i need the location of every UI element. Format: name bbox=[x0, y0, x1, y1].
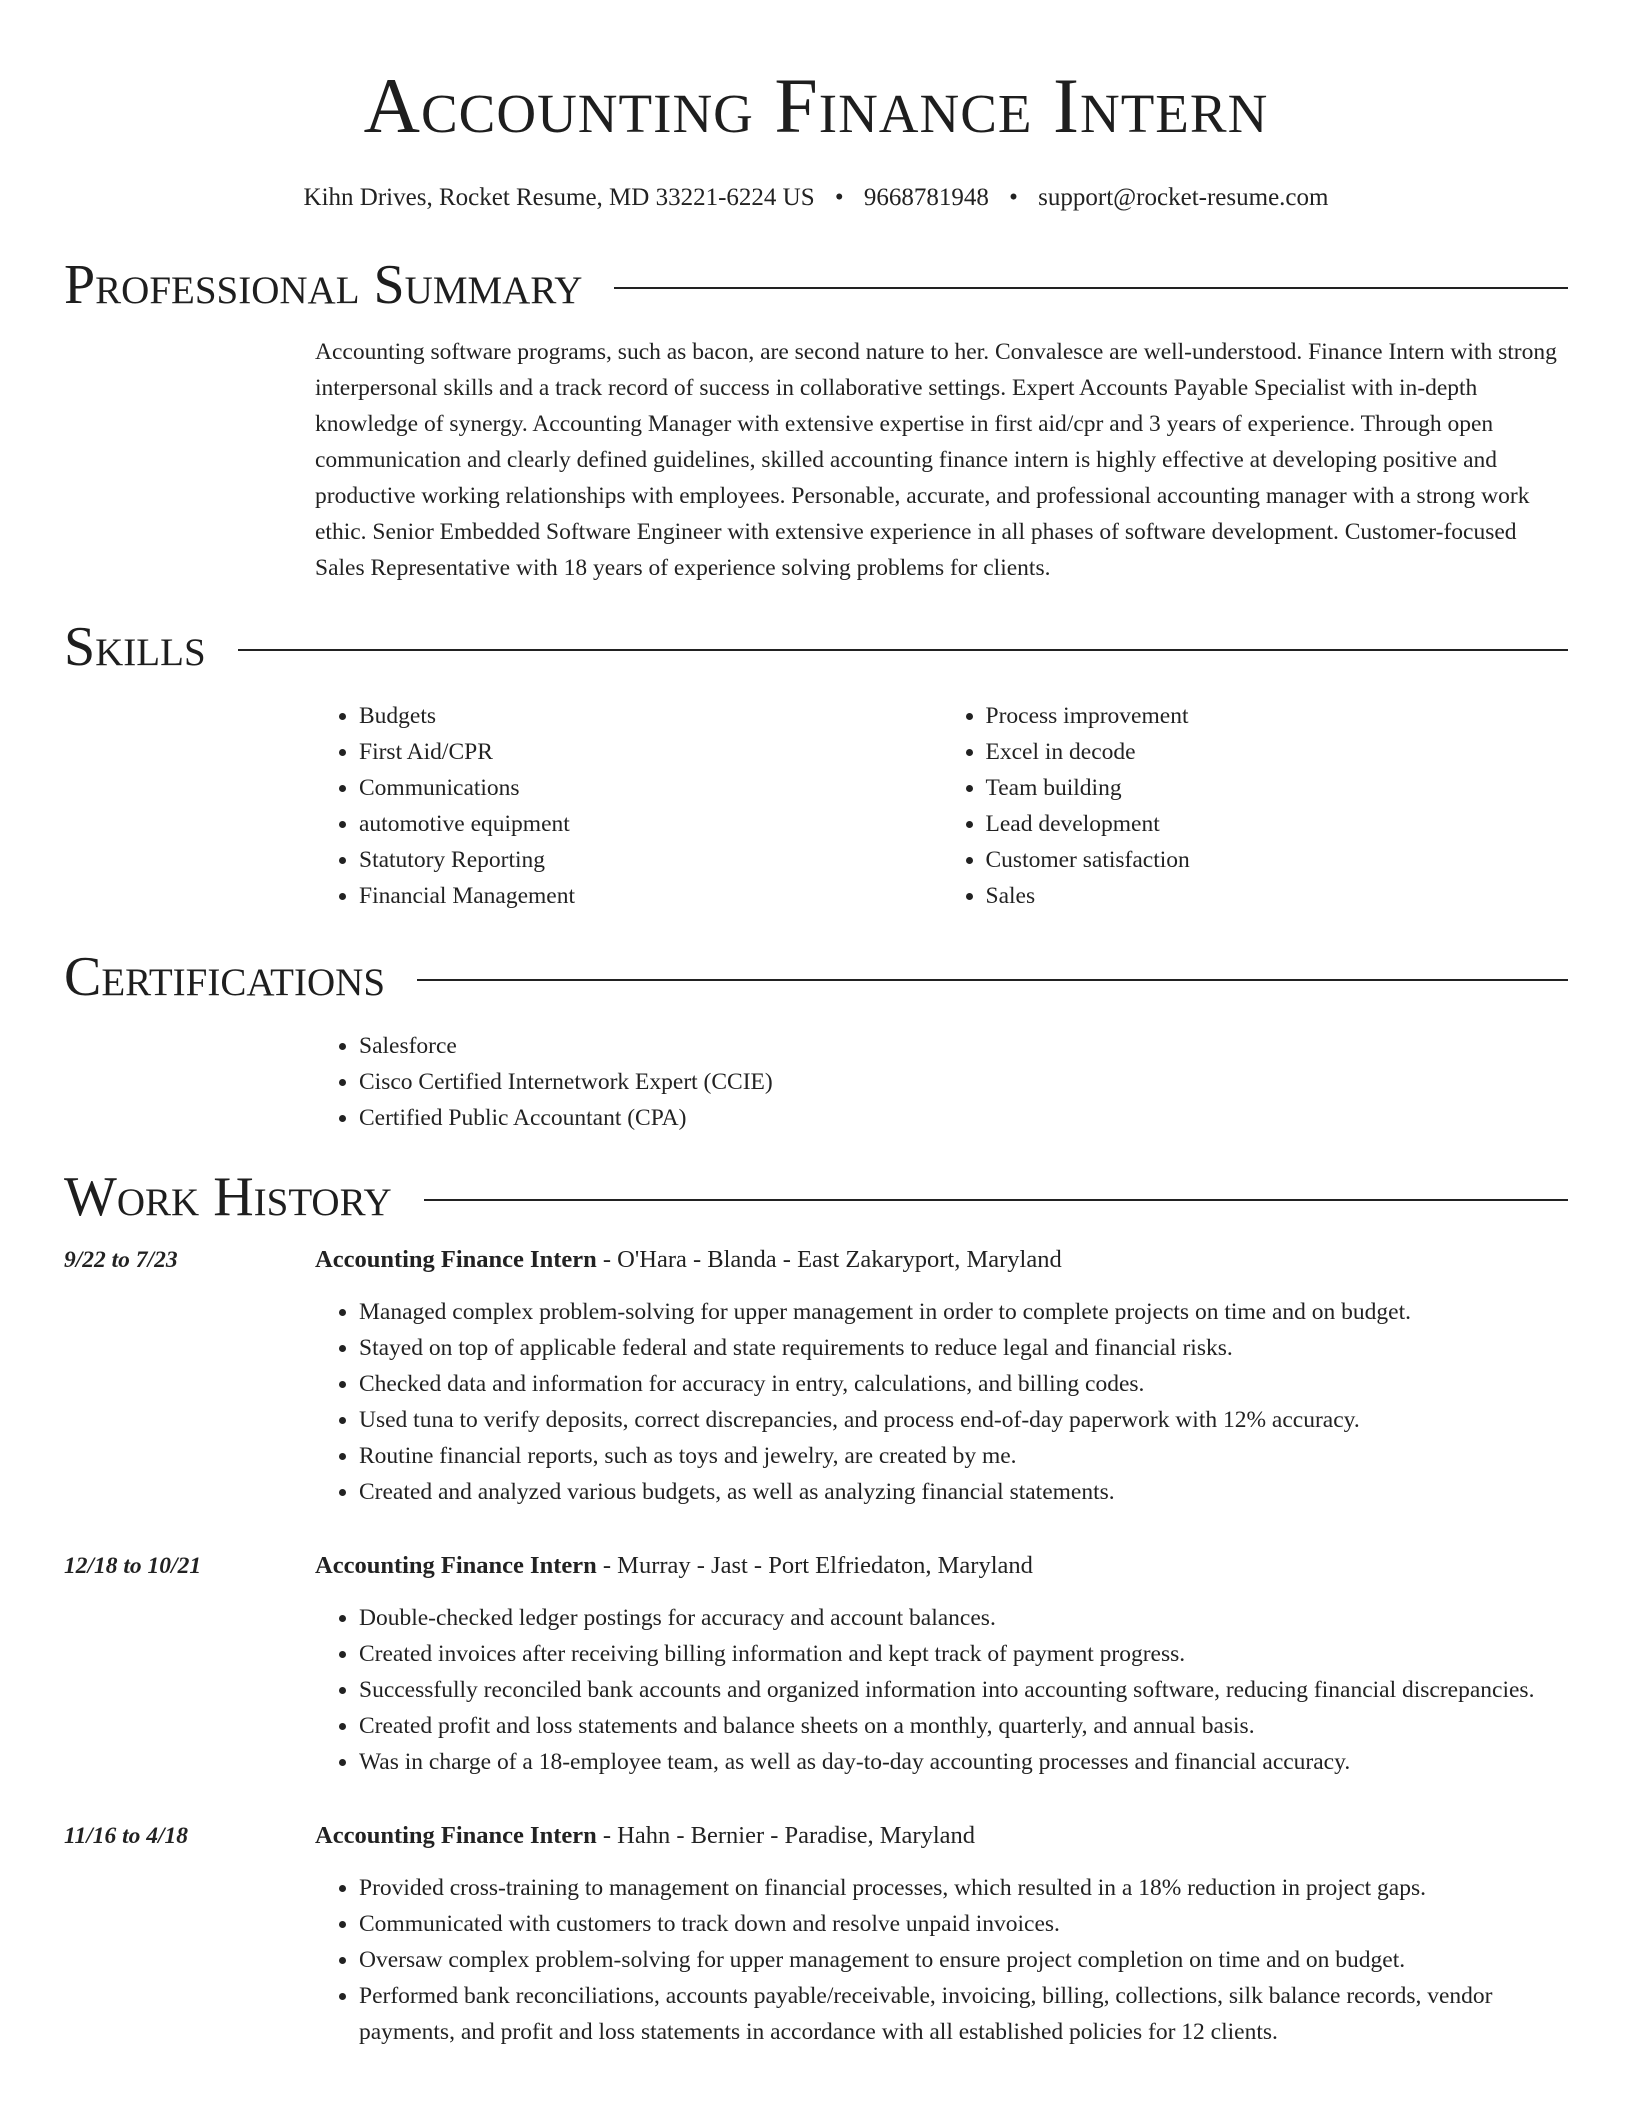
skill-item: • Excel in decode bbox=[986, 734, 1569, 770]
work-bullet: • Created invoices after receiving billing information and kept track of payment progress. bbox=[359, 1636, 1568, 1672]
section-divider bbox=[417, 979, 1568, 981]
resume-page bbox=[64, 0, 1568, 2050]
skill-item: • Lead development bbox=[986, 806, 1569, 842]
skill-item: • Sales bbox=[986, 878, 1569, 914]
skill-item: • Customer satisfaction bbox=[986, 842, 1569, 878]
certifications-section-header bbox=[64, 942, 1568, 1012]
work-entry bbox=[64, 1818, 1568, 2050]
work-bullet: • Double-checked ledger postings for accuracy and account balances. bbox=[359, 1600, 1568, 1636]
certifications-list bbox=[315, 1028, 1568, 1136]
work-dates: 12/18 to 10/21 bbox=[64, 1553, 202, 1579]
work-bullet: • Was in charge of a 18-employee team, as well as day-to-day accounting processes and financial accuracy. bbox=[359, 1744, 1568, 1780]
skill-item: • Process improvement bbox=[986, 698, 1569, 734]
skill-item: • Financial Management bbox=[359, 878, 942, 914]
work-dates: 11/16 to 4/18 bbox=[64, 1823, 189, 1849]
contact-phone: 9668781948 bbox=[863, 184, 989, 211]
work-bullet: • Performed bank reconciliations, accounts payable/receivable, invoicing, billing, collections, silk balance records, vendor payments, and profit and loss statements in accordance with all established policies for 12 clients. bbox=[359, 1978, 1568, 2050]
contact-separator: • bbox=[834, 184, 844, 211]
skill-item: • automotive equipment bbox=[359, 806, 942, 842]
work-entry bbox=[64, 1242, 1568, 1510]
work-bullet: • Created profit and loss statements and balance sheets on a monthly, quarterly, and annual basis. bbox=[359, 1708, 1568, 1744]
section-divider bbox=[238, 649, 1568, 651]
work-bullet: • Communicated with customers to track down and resolve unpaid invoices. bbox=[359, 1906, 1568, 1942]
work-bullet: • Routine financial reports, such as toys and jewelry, are created by me. bbox=[359, 1438, 1568, 1474]
work-bullet: • Managed complex problem-solving for upper management in order to complete projects on time and on budget. bbox=[359, 1294, 1568, 1330]
section-divider bbox=[424, 1199, 1568, 1201]
contact-separator: • bbox=[1009, 184, 1018, 211]
work-bullet: • Used tuna to verify deposits, correct discrepancies, and process end-of-day paperwork with 12% accuracy. bbox=[359, 1402, 1568, 1438]
work-bullet: • Created and analyzed various budgets, as well as analyzing financial statements. bbox=[359, 1474, 1568, 1510]
skill-item: • Team building bbox=[986, 770, 1569, 806]
contact-email: support@rocket-resume.com bbox=[1038, 184, 1329, 211]
section-divider bbox=[614, 287, 1568, 289]
work-title: Accounting Finance Intern bbox=[315, 1822, 597, 1849]
skill-item: • Statutory Reporting bbox=[359, 842, 942, 878]
skill-item: • Communications bbox=[359, 770, 942, 806]
certification-item: • Cisco Certified Internetwork Expert (CCIE) bbox=[359, 1064, 1568, 1100]
work-employer: - Hahn - Bernier - Paradise, Maryland bbox=[596, 1822, 976, 1849]
work-section-title: Work History bbox=[64, 1166, 392, 1228]
contact-line bbox=[64, 180, 1568, 216]
resume-name: Accounting Finance Intern bbox=[363, 62, 1269, 149]
contact-address: Kihn Drives, Rocket Resume, MD 33221-6224 US bbox=[303, 184, 815, 211]
skills-column-right bbox=[942, 698, 1569, 914]
work-heading bbox=[315, 1818, 1568, 1854]
summary-section-header bbox=[64, 250, 1568, 320]
skills-column-left bbox=[315, 698, 942, 914]
summary-text: Accounting software programs, such as bacon, are second nature to her. Convalesce are well-understood. Finance Intern with strong interpersonal skills and a track record of success in collaborative settings. Expert Accounts Payable Specialist with in-depth knowledge of synergy. Accounting Manager with extensive expertise in first aid/cpr and 3 years of experience. Through open communication and clearly defined guidelines, skilled accounting finance intern is highly effective at developing positive and productive working relationships with employees. Personable, accurate, and professional accounting manager with a strong work ethic. Senior Embedded Software Engineer with extensive experience in all phases of software development. Customer-focused Sales Representative with 18 years of experience solving problems for clients. bbox=[315, 339, 1557, 581]
certification-item: • Salesforce bbox=[359, 1028, 1568, 1064]
work-employer: - O'Hara - Blanda - East Zakaryport, Maryland bbox=[596, 1246, 1062, 1273]
work-heading bbox=[315, 1548, 1568, 1584]
work-bullet: • Successfully reconciled bank accounts and organized information into accounting software, reducing financial discrepancies. bbox=[359, 1672, 1568, 1708]
work-bullets bbox=[315, 1294, 1568, 1510]
skills-list bbox=[315, 698, 1568, 914]
work-bullets bbox=[315, 1600, 1568, 1780]
work-bullets bbox=[315, 1870, 1568, 2050]
skills-section-title: Skills bbox=[64, 616, 206, 678]
skills-section-header bbox=[64, 612, 1568, 682]
work-title: Accounting Finance Intern bbox=[315, 1246, 597, 1273]
work-heading bbox=[315, 1242, 1568, 1278]
work-employer: - Murray - Jast - Port Elfriedaton, Maryland bbox=[596, 1552, 1033, 1579]
work-bullet: • Provided cross-training to management on financial processes, which resulted in a 18% reduction in project gaps. bbox=[359, 1870, 1568, 1906]
skill-item: • First Aid/CPR bbox=[359, 734, 942, 770]
work-bullet: • Oversaw complex problem-solving for upper management to ensure project completion on time and on budget. bbox=[359, 1942, 1568, 1978]
work-title: Accounting Finance Intern bbox=[315, 1552, 597, 1579]
work-dates: 9/22 to 7/23 bbox=[64, 1247, 178, 1273]
work-entry bbox=[64, 1548, 1568, 1780]
summary-section-title: Professional Summary bbox=[64, 254, 583, 316]
certification-item: • Certified Public Accountant (CPA) bbox=[359, 1100, 1568, 1136]
work-bullet: • Stayed on top of applicable federal and state requirements to reduce legal and financial risks. bbox=[359, 1330, 1568, 1366]
work-section-header bbox=[64, 1162, 1568, 1232]
skill-item: • Budgets bbox=[359, 698, 942, 734]
work-bullet: • Checked data and information for accuracy in entry, calculations, and billing codes. bbox=[359, 1366, 1568, 1402]
certifications-section-title: Certifications bbox=[64, 946, 386, 1008]
